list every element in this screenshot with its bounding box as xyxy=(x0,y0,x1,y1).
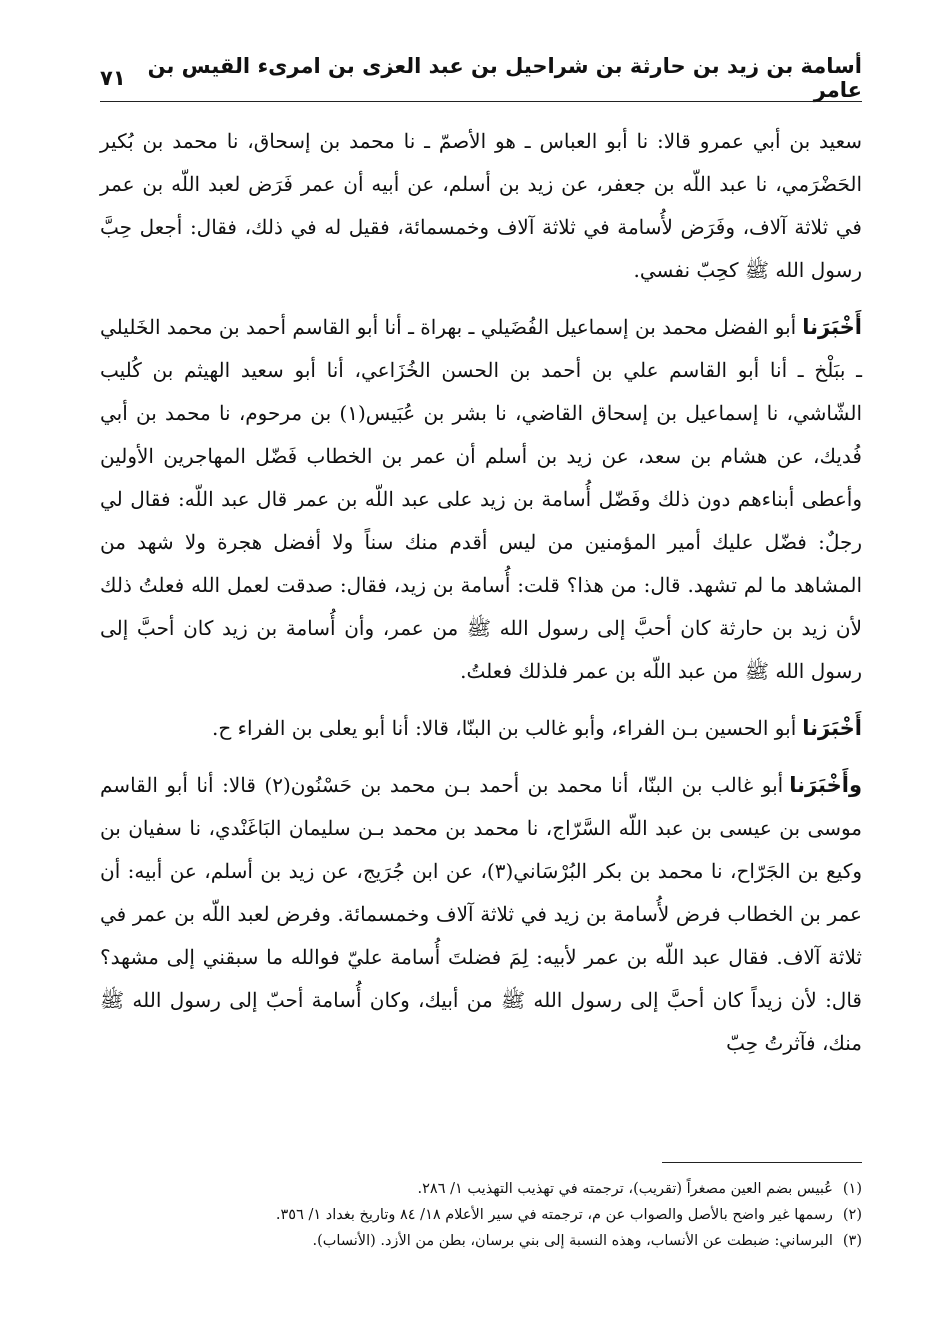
running-title: أسامة بن زيد بن حارثة بن شراحيل بن عبد العزى بن امرىء القيس بن عامر xyxy=(147,54,862,102)
footnote-2 xyxy=(100,1202,862,1228)
footnote-number: (١) xyxy=(842,1181,862,1197)
header-divider xyxy=(100,101,862,102)
paragraph-text: أبو الفضل محمد بن إسماعيل الفُضَيلي ـ بهراة ـ أنا أبو القاسم أحمد بن محمد الخَليلي ـ ببَلْخ ـ أنا أبو القاسم علي بن أحمد بن الحسن الخُزَاعي، أنا أبو سعيد الهيثم بن كُليب الشّاشي، نا إسماعيل بن إسحاق القاضي، نا بشر بن عُبَيس(١) بن مرحوم، نا محمد بن أبي فُديك، عن هشام بن سعد، عن زيد بن أسلم أن عمر بن الخطاب فَضّل المهاجرين الأولين وأعطى أبناءهم دون ذلك وفَضّل أُسامة بن زيد على عبد اللّه بن عمر قال عبد اللّه: فقال لي رجلٌ: فضّل عليك أمير المؤمنين من ليس أقدم منك سناً ولا أفضل هجرة ولا شهد من المشاهد ما لم تشهد. قال: من هذا؟ قلت: أُسامة بن زيد، فقال: صدقت لعمل الله فعلتُ ذلك لأن زيد بن حارثة كان أحبَّ إلى رسول الله ﷺ من عمر، وأن أُسامة بن زيد كان أحبَّ إلى رسول الله ﷺ من عبد اللّه بن عمر فلذلك فعلتُ. xyxy=(100,315,863,683)
paragraph-text: سعيد بن أبي عمرو قالا: نا أبو العباس ـ هو الأصمّ ـ نا محمد بن إسحاق، نا محمد بن بُكير الحَضْرَمي، نا عبد اللّه بن جعفر، عن زيد بن أسلم، عن أبيه أن عمر فَرَض لعبد اللّه بن عمر في ثلاثة آلاف، وفَرَض لأُسامة في ثلاثة آلاف وخمسمائة، فقيل له في ذلك، فقال: أجعل حِبَّ رسول الله ﷺ كحِبّ نفسي. xyxy=(100,129,862,282)
main-text xyxy=(100,120,862,1065)
paragraph-1 xyxy=(100,120,862,292)
footnote-text: رسمها غير واضح بالأصل والصواب عن م، ترجمته في سير الأعلام ١٨/ ٨٤ وتاريخ بغداد ١/ ٣٥٦. xyxy=(275,1207,833,1223)
footnote-text: البرساني: ضبطت عن الأنساب، وهذه النسبة إلى بني برسان، بطن من الأزد. (الأنساب). xyxy=(312,1233,833,1249)
footnote-divider xyxy=(662,1162,862,1163)
paragraph-3 xyxy=(100,707,862,750)
page-number: ٧١ xyxy=(100,66,126,90)
paragraph-lead: وأَخْبَرَنا xyxy=(789,773,862,797)
paragraph-lead: أَخْبَرَنا xyxy=(802,716,862,740)
running-header xyxy=(100,54,862,102)
footnote-number: (٢) xyxy=(842,1207,862,1223)
paragraph-text: أبو غالب بن البنّا، أنا محمد بن أحمد بـن محمد بن حَسْنُون(٢) قالا: أنا أبو القاسم موسى بن عيسى بن عبد اللّه السَّرّاج، نا محمد بن محمد بـن سليمان البَاغَنْدي، نا سفيان بن وكيع بن الجَرّاح، نا محمد بن بكر البُرْسَاني(٣)، عن ابن جُرَيج، عن زيد بن أسلم، عن أبيه: أن عمر بن الخطاب فرض لأُسامة بن زيد في ثلاثة آلاف وخمسمائة. وفرض لعبد اللّه بن عمر في ثلاثة آلاف. فقال عبد اللّه بن عمر لأبيه: لِمَ فضلتَ أُسامة عليّ فوالله ما سبقني إلى مشهد؟ قال: لأن زيداً كان أحبَّ إلى رسول الله ﷺ من أبيك، وكان أُسامة أحبّ إلى رسول الله ﷺ منك، فآثرتُ حِبّ xyxy=(100,773,863,1055)
footnote-3 xyxy=(100,1228,862,1254)
paragraph-text: أبو الحسين بـن الفراء، وأبو غالب بن البنّا، قالا: أنا أبو يعلى بن الفراء ح. xyxy=(212,716,797,740)
footnotes xyxy=(100,1176,862,1254)
paragraph-4 xyxy=(100,764,862,1065)
footnote-number: (٣) xyxy=(842,1233,862,1249)
footnote-1 xyxy=(100,1176,862,1202)
paragraph-lead: أَخْبَرَنا xyxy=(802,315,862,339)
paragraph-2 xyxy=(100,306,862,693)
footnote-text: عُبيس بضم العين مصغراً (تقريب)، ترجمته في تهذيب التهذيب ١/ ٢٨٦. xyxy=(417,1181,833,1197)
